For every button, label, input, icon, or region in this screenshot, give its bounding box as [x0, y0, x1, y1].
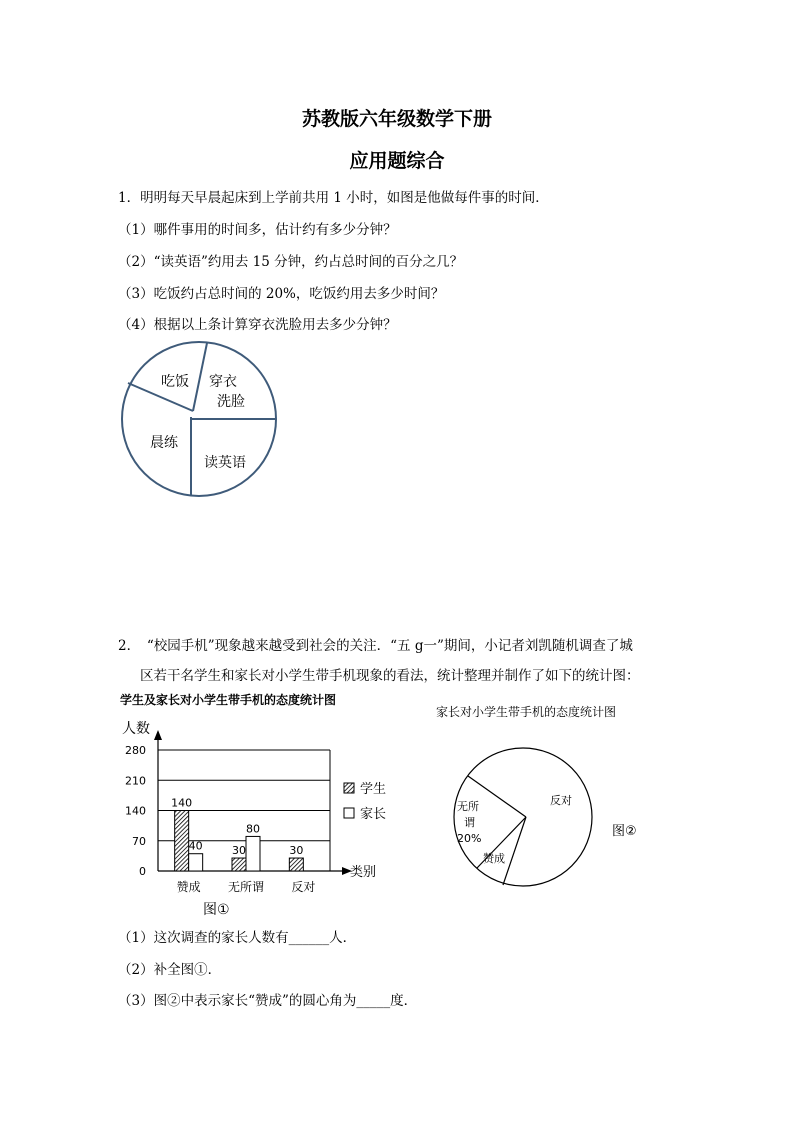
- bar-parent: [246, 836, 260, 871]
- y-tick-label: 280: [125, 744, 146, 757]
- x-tick-label: 赞成: [176, 880, 201, 894]
- y-tick-label: 140: [125, 804, 146, 818]
- bar-label-student: 30: [289, 844, 304, 858]
- q1-pie-label-eat: 吃饭: [161, 374, 189, 390]
- legend-student-swatch: [344, 783, 354, 793]
- legend-student-label: 学生: [360, 782, 387, 797]
- q1-part1: （1）哪件事用的时间多，估计约有多少分钟？: [118, 222, 397, 238]
- q2-part3-unit: 度．: [390, 993, 418, 1009]
- q2-part3: [118, 989, 417, 1009]
- q2-stem-line1: 2． “校园手机”现象越来越受到社会的关注．“五 g一”期间，小记者刘凯随机调查了城: [118, 638, 633, 654]
- bar-student: [232, 858, 246, 871]
- q1-pie-label-exercise: 晨练: [150, 435, 178, 451]
- x-tick-label: 反对: [291, 880, 316, 894]
- q2-part2: （2）补全图①．: [118, 962, 222, 978]
- q2-bar-chart: [110, 690, 410, 920]
- parent-pie-title: 家长对小学生带手机的态度统计图: [436, 705, 617, 719]
- q2-part1-text: （1）这次调查的家长人数有: [118, 930, 289, 946]
- bar-parent: [189, 854, 203, 871]
- parent-pie-label-indifferent-line1: 无所: [457, 800, 479, 813]
- bar-label-student: 140: [171, 796, 193, 810]
- parent-pie-label-oppose: 反对: [550, 794, 572, 807]
- legend-parent-label: 家长: [360, 807, 387, 822]
- q1-pie-label-dress-line2: 洗脸: [217, 394, 245, 410]
- q1-part3: （3）吃饭约占总时间的 20%，吃饭约用去多少时间？: [118, 286, 445, 302]
- y-axis-arrow: [154, 730, 162, 740]
- bar-chart-figure-label: 图①: [203, 902, 230, 918]
- legend-parent-swatch: [344, 808, 354, 818]
- q1-pie-label-dress-line1: 穿衣: [209, 374, 237, 390]
- y-tick-label: 0: [139, 865, 146, 878]
- y-tick-label: 210: [125, 774, 146, 788]
- q2-part3-blank[interactable]: _____: [356, 993, 391, 1009]
- parent-pie-label-indifferent-line2: 谓: [464, 816, 475, 829]
- q2-part3-text: （3）图②中表示家长“赞成”的圆心角为: [118, 993, 357, 1009]
- bar-label-student: 30: [232, 844, 246, 858]
- bar-chart-title: 学生及家长对小学生带手机的态度统计图: [120, 693, 337, 707]
- q1-pie-label-english: 读英语: [204, 455, 246, 471]
- parent-pie-label-approve: 赞成: [483, 852, 505, 865]
- bar-chart-ylabel: 人数: [122, 721, 150, 737]
- bar-chart-xlabel: 类别: [350, 865, 377, 880]
- parent-pie-figure-label: 图②: [612, 824, 637, 839]
- q2-parent-pie-chart: [445, 738, 655, 898]
- q2-stem-line2: 区若干名学生和家长对小学生带手机现象的看法，统计整理并制作了如下的统计图：: [140, 668, 640, 684]
- q1-stem: 1．明明每天早晨起床到上学前共用 1 小时，如图是他做每件事的时间．: [118, 190, 549, 206]
- page-title: 苏教版六年级数学下册: [301, 108, 492, 130]
- q2-part1-blank[interactable]: ______: [288, 930, 330, 946]
- bar-student: [175, 811, 189, 872]
- x-tick-label: 无所谓: [227, 880, 265, 894]
- q1-time-pie-chart: [110, 335, 290, 505]
- q2-part1: [118, 926, 356, 946]
- q1-part2: （2）“读英语”约用去 15 分钟，约占总时间的百分之几？: [118, 254, 464, 270]
- bar-label-parent: 40: [188, 839, 203, 853]
- bar-label-parent: 80: [246, 822, 260, 836]
- page-subtitle: 应用题综合: [349, 150, 445, 172]
- q1-pie-divider-eat-dress: [193, 343, 207, 411]
- parent-pie-label-indifferent-percent: 20%: [457, 832, 482, 845]
- y-tick-label: 70: [132, 834, 146, 848]
- q1-part4: （4）根据以上条计算穿衣洗脸用去多少分钟？: [118, 317, 397, 333]
- bar-student: [289, 858, 303, 871]
- q2-part1-unit: 人．: [329, 930, 357, 946]
